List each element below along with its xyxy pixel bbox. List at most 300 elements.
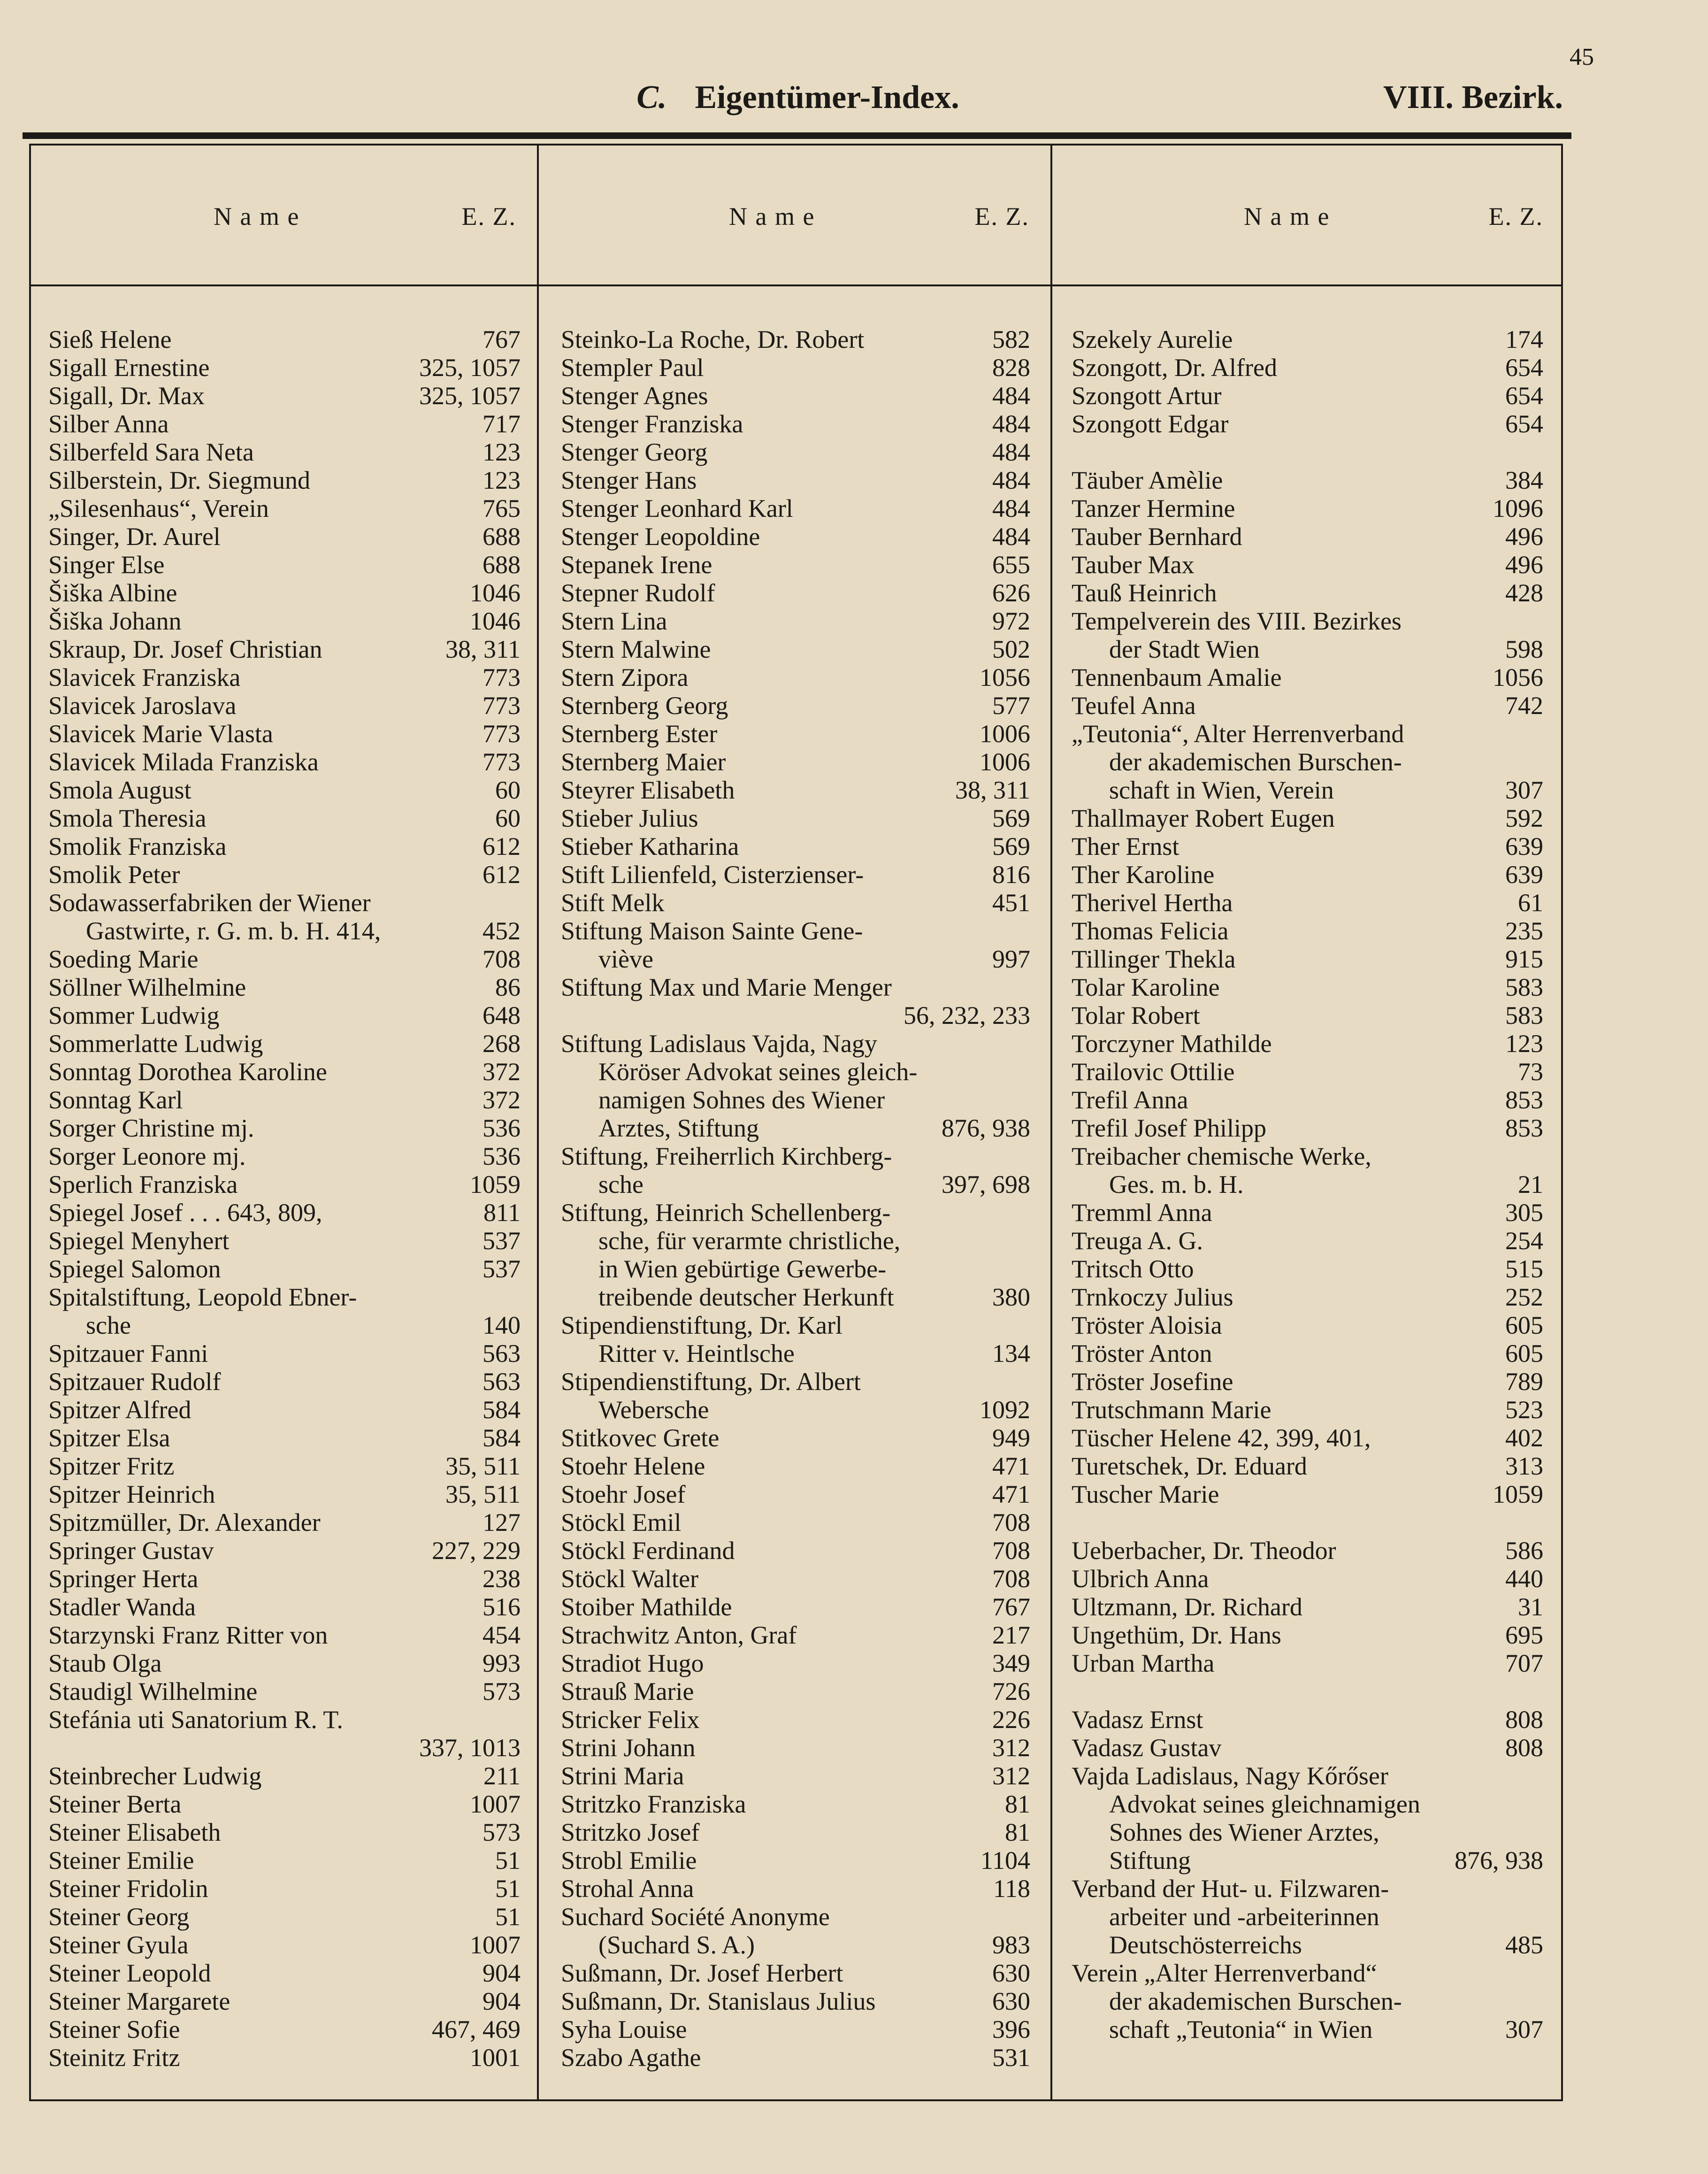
entry-ez: 997 xyxy=(992,945,1030,973)
index-entry-continuation xyxy=(561,1001,1030,1029)
index-entry xyxy=(1072,410,1543,438)
entry-ez: 484 xyxy=(992,522,1030,551)
entry-name: Tempelverein des VIII. Bezirkes xyxy=(1072,607,1402,635)
entry-ez: 484 xyxy=(992,466,1030,494)
entry-name: Silberstein, Dr. Siegmund xyxy=(48,466,310,494)
entry-ez-cell xyxy=(561,1565,1030,1593)
entry-ez: 305 xyxy=(1505,1198,1543,1227)
entry-name: Stiftung Max und Marie Menger xyxy=(561,973,892,1001)
index-entry xyxy=(561,1593,1030,1621)
index-entry xyxy=(561,1959,1030,1987)
index-entry xyxy=(561,1029,1030,1058)
index-entry xyxy=(561,860,1030,889)
entry-name: Steiner Georg xyxy=(48,1903,190,1931)
entry-name: Verband der Hut- u. Filzwaren- xyxy=(1072,1874,1389,1903)
index-entry xyxy=(48,1367,521,1396)
entry-name: Šiška Albine xyxy=(48,579,177,607)
entry-name: Staudigl Wilhelmine xyxy=(48,1677,258,1705)
index-entry-continuation xyxy=(561,1227,1030,1255)
entry-name: Tüscher Helene 42, 399, 401, xyxy=(1072,1424,1371,1452)
entry-name: der akademischen Burschen- xyxy=(1109,1987,1402,2015)
entry-ez: 454 xyxy=(483,1621,521,1649)
index-entry-continuation xyxy=(561,1255,1030,1283)
entry-ez: 688 xyxy=(483,551,521,579)
entry-ez-cell xyxy=(48,860,521,889)
entry-ez: 127 xyxy=(483,1508,521,1536)
entry-name: Strini Johann xyxy=(561,1734,696,1762)
entry-ez-cell xyxy=(561,438,1030,466)
entry-name: Spitzmüller, Dr. Alexander xyxy=(48,1508,321,1536)
entry-ez: 174 xyxy=(1505,325,1543,353)
index-entry xyxy=(1072,1198,1543,1227)
entry-ez: 372 xyxy=(483,1058,521,1086)
entry-ez-cell xyxy=(561,945,1030,973)
index-entry xyxy=(48,1508,521,1536)
entry-name: Trnkoczy Julius xyxy=(1072,1283,1233,1311)
column-divider xyxy=(1050,145,1052,2100)
index-entry xyxy=(1072,494,1543,522)
entry-ez-cell xyxy=(1072,1058,1543,1086)
index-entry xyxy=(561,1762,1030,1790)
index-entry xyxy=(48,1170,521,1198)
entry-ez-cell xyxy=(561,494,1030,522)
column-header-ez: E. Z. xyxy=(1488,202,1543,230)
index-entry xyxy=(48,2015,521,2043)
entry-ez-cell xyxy=(48,325,521,353)
index-entry xyxy=(48,2043,521,2072)
index-entry xyxy=(48,748,521,776)
index-entry xyxy=(48,720,521,748)
entry-ez-cell xyxy=(48,1818,521,1846)
entry-name: Stern Zipora xyxy=(561,663,689,691)
entry-ez: 626 xyxy=(992,579,1030,607)
entry-ez: 708 xyxy=(992,1508,1030,1536)
index-entry xyxy=(561,832,1030,860)
index-entry xyxy=(561,325,1030,353)
entry-name: Szekely Aurelie xyxy=(1072,325,1233,353)
index-entry xyxy=(1072,1565,1543,1593)
entry-ez-cell xyxy=(1072,691,1543,720)
entry-ez: 496 xyxy=(1505,522,1543,551)
entry-ez-cell xyxy=(561,1790,1030,1818)
entry-ez: 767 xyxy=(483,325,521,353)
entry-ez-cell xyxy=(48,1339,521,1367)
section-letter: C. xyxy=(636,79,667,115)
entry-ez: 38, 311 xyxy=(955,776,1030,804)
entry-name: Szongott Edgar xyxy=(1072,410,1229,438)
entry-ez-cell xyxy=(48,917,521,945)
entry-ez-cell xyxy=(48,551,521,579)
index-entry xyxy=(48,1677,521,1705)
entry-ez: 484 xyxy=(992,410,1030,438)
entry-ez: 765 xyxy=(483,494,521,522)
entry-ez: 853 xyxy=(1505,1086,1543,1114)
entry-name: Spitzer Fritz xyxy=(48,1452,175,1480)
index-entry xyxy=(561,579,1030,607)
entry-ez-cell xyxy=(1072,1198,1543,1227)
column-header-name: N a m e xyxy=(1244,202,1330,230)
entry-name: Sorger Leonore mj. xyxy=(48,1142,246,1170)
index-entry-continuation xyxy=(561,1058,1030,1086)
index-entry xyxy=(48,551,521,579)
entry-ez-cell xyxy=(48,1762,521,1790)
entry-ez-cell xyxy=(561,410,1030,438)
entry-name: Stepner Rudolf xyxy=(561,579,715,607)
entry-ez-cell xyxy=(1072,663,1543,691)
entry-name: Vajda Ladislaus, Nagy Kőrőser xyxy=(1072,1762,1388,1790)
entry-ez: 537 xyxy=(483,1255,521,1283)
entry-name: Stenger Georg xyxy=(561,438,708,466)
index-entry xyxy=(48,776,521,804)
entry-ez-cell xyxy=(561,1762,1030,1790)
entry-name: Spitalstiftung, Leopold Ebner- xyxy=(48,1283,357,1311)
entry-name: Stoehr Josef xyxy=(561,1480,686,1508)
entry-ez: 252 xyxy=(1505,1283,1543,1311)
index-entry xyxy=(561,1452,1030,1480)
entry-name: Torczyner Mathilde xyxy=(1072,1029,1272,1058)
entry-ez: 569 xyxy=(992,804,1030,832)
index-entry xyxy=(48,1621,521,1649)
entry-ez: 1001 xyxy=(470,2043,521,2072)
index-entry xyxy=(1072,945,1543,973)
entry-ez-cell xyxy=(561,382,1030,410)
index-entry-continuation xyxy=(1072,1790,1543,1818)
entry-ez: 537 xyxy=(483,1227,521,1255)
index-entry xyxy=(48,663,521,691)
entry-ez-cell xyxy=(1072,1452,1543,1480)
entry-name: Springer Gustav xyxy=(48,1536,214,1565)
entry-name: Steiner Elisabeth xyxy=(48,1818,221,1846)
index-entry xyxy=(1072,1058,1543,1086)
index-entry-continuation xyxy=(561,1086,1030,1114)
entry-ez-cell xyxy=(48,1903,521,1931)
entry-ez: 140 xyxy=(483,1311,521,1339)
entry-name: Trefil Anna xyxy=(1072,1086,1188,1114)
entry-ez: 904 xyxy=(483,1987,521,2015)
entry-ez-cell xyxy=(48,1649,521,1677)
index-entry xyxy=(1072,1114,1543,1142)
entry-name: Silberfeld Sara Neta xyxy=(48,438,254,466)
entry-ez: 502 xyxy=(992,635,1030,663)
entry-ez: 484 xyxy=(992,494,1030,522)
entry-ez-cell xyxy=(48,1142,521,1170)
index-entry-continuation xyxy=(1072,635,1543,663)
entry-name: Staub Olga xyxy=(48,1649,162,1677)
entry-name: Sodawasserfabriken der Wiener xyxy=(48,889,371,917)
entry-ez-cell xyxy=(1072,1734,1543,1762)
entry-name: Spiegel Josef . . . 643, 809, xyxy=(48,1198,322,1227)
entry-name: (Suchard S. A.) xyxy=(598,1931,755,1959)
index-entry xyxy=(561,607,1030,635)
entry-ez-cell xyxy=(1072,1339,1543,1367)
entry-name: Stieber Katharina xyxy=(561,832,739,860)
entry-ez-cell xyxy=(561,1959,1030,1987)
entry-ez: 639 xyxy=(1505,860,1543,889)
index-entry xyxy=(1072,1480,1543,1508)
entry-name: Tillinger Thekla xyxy=(1072,945,1236,973)
entry-ez: 582 xyxy=(992,325,1030,353)
entry-name: treibende deutscher Herkunft xyxy=(598,1283,894,1311)
entry-ez-cell xyxy=(1072,1396,1543,1424)
entry-ez: 1006 xyxy=(980,748,1030,776)
entry-name: Ther Karoline xyxy=(1072,860,1215,889)
index-entry xyxy=(48,1227,521,1255)
entry-ez: 467, 469 xyxy=(432,2015,521,2043)
index-entry xyxy=(1072,1536,1543,1565)
index-entry-continuation xyxy=(1072,748,1543,776)
entry-ez: 688 xyxy=(483,522,521,551)
entry-name: Verein „Alter Herrenverband“ xyxy=(1072,1959,1377,1987)
entry-name: Tröster Aloisia xyxy=(1072,1311,1222,1339)
entry-ez-cell xyxy=(561,1931,1030,1959)
index-entry xyxy=(561,1649,1030,1677)
entry-name: Stenger Hans xyxy=(561,466,697,494)
entry-name: Trailovic Ottilie xyxy=(1072,1058,1235,1086)
entry-name: Sigall, Dr. Max xyxy=(48,382,205,410)
index-entry xyxy=(561,1790,1030,1818)
entry-ez-cell xyxy=(48,2043,521,2072)
entry-ez-cell xyxy=(561,1480,1030,1508)
entry-ez-cell xyxy=(48,1790,521,1818)
index-entry-continuation xyxy=(561,1283,1030,1311)
index-entry xyxy=(48,1424,521,1452)
entry-ez-cell xyxy=(561,1705,1030,1734)
entry-ez-cell xyxy=(561,1452,1030,1480)
entry-name: Tauber Max xyxy=(1072,551,1195,579)
index-entry xyxy=(48,1536,521,1565)
index-entry xyxy=(48,1058,521,1086)
entry-ez: 452 xyxy=(483,917,521,945)
column-header-ez: E. Z. xyxy=(461,202,516,230)
entry-name: Ges. m. b. H. xyxy=(1109,1170,1244,1198)
entry-ez-cell xyxy=(561,1396,1030,1424)
entry-ez-cell xyxy=(1072,1255,1543,1283)
index-entry xyxy=(561,1198,1030,1227)
entry-ez-cell xyxy=(48,804,521,832)
entry-name: Sußmann, Dr. Stanislaus Julius xyxy=(561,1987,876,2015)
entry-ez-cell xyxy=(48,1424,521,1452)
entry-name: Strohal Anna xyxy=(561,1874,694,1903)
entry-ez-cell xyxy=(1072,410,1543,438)
entry-ez-cell xyxy=(1072,466,1543,494)
entry-name: Teufel Anna xyxy=(1072,691,1196,720)
entry-name: Ultzmann, Dr. Richard xyxy=(1072,1593,1302,1621)
entry-name: Trefil Josef Philipp xyxy=(1072,1114,1267,1142)
entry-name: Singer, Dr. Aurel xyxy=(48,522,221,551)
entry-ez-cell xyxy=(1072,579,1543,607)
entry-ez-cell xyxy=(561,1283,1030,1311)
index-entry xyxy=(48,1762,521,1790)
entry-ez: 268 xyxy=(483,1029,521,1058)
entry-name: Smolik Franziska xyxy=(48,832,227,860)
index-column-3 xyxy=(1072,325,1543,2043)
entry-ez: 211 xyxy=(483,1762,521,1790)
index-entry-continuation xyxy=(1072,2015,1543,2043)
entry-ez-cell xyxy=(48,945,521,973)
index-entry xyxy=(1072,1227,1543,1255)
entry-ez: 396 xyxy=(992,2015,1030,2043)
entry-ez: 86 xyxy=(495,973,521,1001)
entry-ez: 808 xyxy=(1505,1734,1543,1762)
entry-ez-cell xyxy=(48,635,521,663)
entry-ez: 35, 511 xyxy=(445,1452,521,1480)
entry-ez: 630 xyxy=(992,1987,1030,2015)
index-entry xyxy=(48,494,521,522)
entry-ez-cell xyxy=(1072,1931,1543,1959)
entry-ez: 853 xyxy=(1505,1114,1543,1142)
entry-name: Soeding Marie xyxy=(48,945,199,973)
entry-name: der akademischen Burschen- xyxy=(1109,748,1402,776)
entry-name: Urban Martha xyxy=(1072,1649,1215,1677)
entry-name: Slavicek Franziska xyxy=(48,663,241,691)
entry-name: Ther Ernst xyxy=(1072,832,1180,860)
entry-ez-cell xyxy=(561,1114,1030,1142)
entry-ez: 471 xyxy=(992,1452,1030,1480)
entry-name: schaft „Teutonia“ in Wien xyxy=(1109,2015,1373,2043)
index-entry xyxy=(561,494,1030,522)
entry-name: Webersche xyxy=(598,1396,709,1424)
entry-name: Stenger Leopoldine xyxy=(561,522,760,551)
entry-ez-cell xyxy=(1072,522,1543,551)
index-entry xyxy=(48,1987,521,2015)
index-entry-continuation xyxy=(561,1170,1030,1198)
entry-ez: 134 xyxy=(992,1339,1030,1367)
index-entry xyxy=(1072,1283,1543,1311)
entry-name: Tremml Anna xyxy=(1072,1198,1212,1227)
entry-name: Spitzauer Fanni xyxy=(48,1339,208,1367)
index-entry xyxy=(48,1565,521,1593)
index-entry-continuation xyxy=(1072,1903,1543,1931)
entry-ez: 484 xyxy=(992,438,1030,466)
entry-ez: 325, 1057 xyxy=(419,353,521,382)
entry-ez-cell xyxy=(48,1734,521,1762)
index-entry xyxy=(48,1959,521,1987)
entry-name: Vadasz Gustav xyxy=(1072,1734,1222,1762)
index-entry xyxy=(48,1931,521,1959)
index-entry xyxy=(48,945,521,973)
entry-name: Stiftung Ladislaus Vajda, Nagy xyxy=(561,1029,877,1058)
index-entry xyxy=(48,382,521,410)
entry-ez: 915 xyxy=(1505,945,1543,973)
entry-ez: 773 xyxy=(483,691,521,720)
entry-ez: 307 xyxy=(1505,2015,1543,2043)
entry-ez: 1096 xyxy=(1493,494,1543,522)
entry-ez: 630 xyxy=(992,1959,1030,1987)
entry-name: Strini Maria xyxy=(561,1762,684,1790)
entry-ez: 742 xyxy=(1505,691,1543,720)
entry-name: Stiftung, Heinrich Schellenberg- xyxy=(561,1198,891,1227)
entry-ez-cell xyxy=(1072,1480,1543,1508)
entry-name: Sorger Christine mj. xyxy=(48,1114,254,1142)
entry-name: Szabo Agathe xyxy=(561,2043,701,2072)
entry-ez: 583 xyxy=(1505,1001,1543,1029)
entry-ez-cell xyxy=(561,1001,1030,1029)
index-entry xyxy=(561,1480,1030,1508)
index-entry xyxy=(561,691,1030,720)
index-entry xyxy=(561,720,1030,748)
index-entry xyxy=(48,804,521,832)
index-entry xyxy=(1072,382,1543,410)
entry-ez-cell xyxy=(48,1846,521,1874)
index-entry xyxy=(561,353,1030,382)
entry-ez: 531 xyxy=(992,2043,1030,2072)
entry-name: Tolar Robert xyxy=(1072,1001,1200,1029)
entry-name: Stoiber Mathilde xyxy=(561,1593,732,1621)
entry-name: Spiegel Menyhert xyxy=(48,1227,230,1255)
index-entry xyxy=(1072,1311,1543,1339)
entry-ez: 612 xyxy=(483,832,521,860)
entry-name: Arztes, Stiftung xyxy=(598,1114,759,1142)
index-entry xyxy=(561,1311,1030,1339)
index-entry-continuation xyxy=(561,1931,1030,1959)
index-entry-continuation xyxy=(1072,1170,1543,1198)
entry-ez: 592 xyxy=(1505,804,1543,832)
entry-ez-cell xyxy=(561,2043,1030,2072)
entry-ez-cell xyxy=(561,889,1030,917)
entry-ez-cell xyxy=(1072,776,1543,804)
index-entry xyxy=(1072,1593,1543,1621)
entry-ez-cell xyxy=(48,466,521,494)
entry-ez-cell xyxy=(561,1170,1030,1198)
letter-group-gap xyxy=(1072,1677,1543,1705)
index-entry xyxy=(48,1001,521,1029)
entry-name: Stadler Wanda xyxy=(48,1593,196,1621)
entry-ez: 773 xyxy=(483,663,521,691)
entry-ez: 118 xyxy=(993,1874,1030,1903)
index-entry xyxy=(1072,663,1543,691)
entry-name: Steiner Fridolin xyxy=(48,1874,208,1903)
index-entry xyxy=(48,1846,521,1874)
entry-ez: 655 xyxy=(992,551,1030,579)
index-entry xyxy=(1072,1649,1543,1677)
entry-ez-cell xyxy=(1072,1086,1543,1114)
entry-ez-cell xyxy=(1072,1311,1543,1339)
entry-ez: 307 xyxy=(1505,776,1543,804)
entry-ez-cell xyxy=(561,2015,1030,2043)
index-entry-continuation xyxy=(561,1114,1030,1142)
entry-name: Slavicek Jaroslava xyxy=(48,691,237,720)
entry-ez: 708 xyxy=(483,945,521,973)
entry-ez-cell xyxy=(561,1818,1030,1846)
entry-ez: 1056 xyxy=(980,663,1030,691)
entry-ez: 226 xyxy=(992,1705,1030,1734)
entry-ez-cell xyxy=(48,1987,521,2015)
index-entry xyxy=(1072,466,1543,494)
entry-ez: 573 xyxy=(483,1818,521,1846)
entry-ez-cell xyxy=(561,635,1030,663)
entry-ez: 584 xyxy=(483,1396,521,1424)
index-entry xyxy=(48,353,521,382)
index-column-1 xyxy=(48,325,521,2072)
index-entry xyxy=(1072,1086,1543,1114)
entry-name: Tritsch Otto xyxy=(1072,1255,1194,1283)
entry-ez-cell xyxy=(48,720,521,748)
entry-name: Sonntag Dorothea Karoline xyxy=(48,1058,327,1086)
entry-ez-cell xyxy=(561,607,1030,635)
index-entry xyxy=(48,1480,521,1508)
entry-ez: 484 xyxy=(992,382,1030,410)
entry-name: Springer Herta xyxy=(48,1565,199,1593)
entry-ez-cell xyxy=(1072,1114,1543,1142)
entry-ez: 523 xyxy=(1505,1396,1543,1424)
index-entry xyxy=(561,973,1030,1001)
entry-ez-cell xyxy=(561,1987,1030,2015)
index-entry xyxy=(1072,325,1543,353)
entry-name: Spitzer Alfred xyxy=(48,1396,191,1424)
entry-ez-cell xyxy=(561,776,1030,804)
entry-ez: 485 xyxy=(1505,1931,1543,1959)
index-entry xyxy=(48,1649,521,1677)
